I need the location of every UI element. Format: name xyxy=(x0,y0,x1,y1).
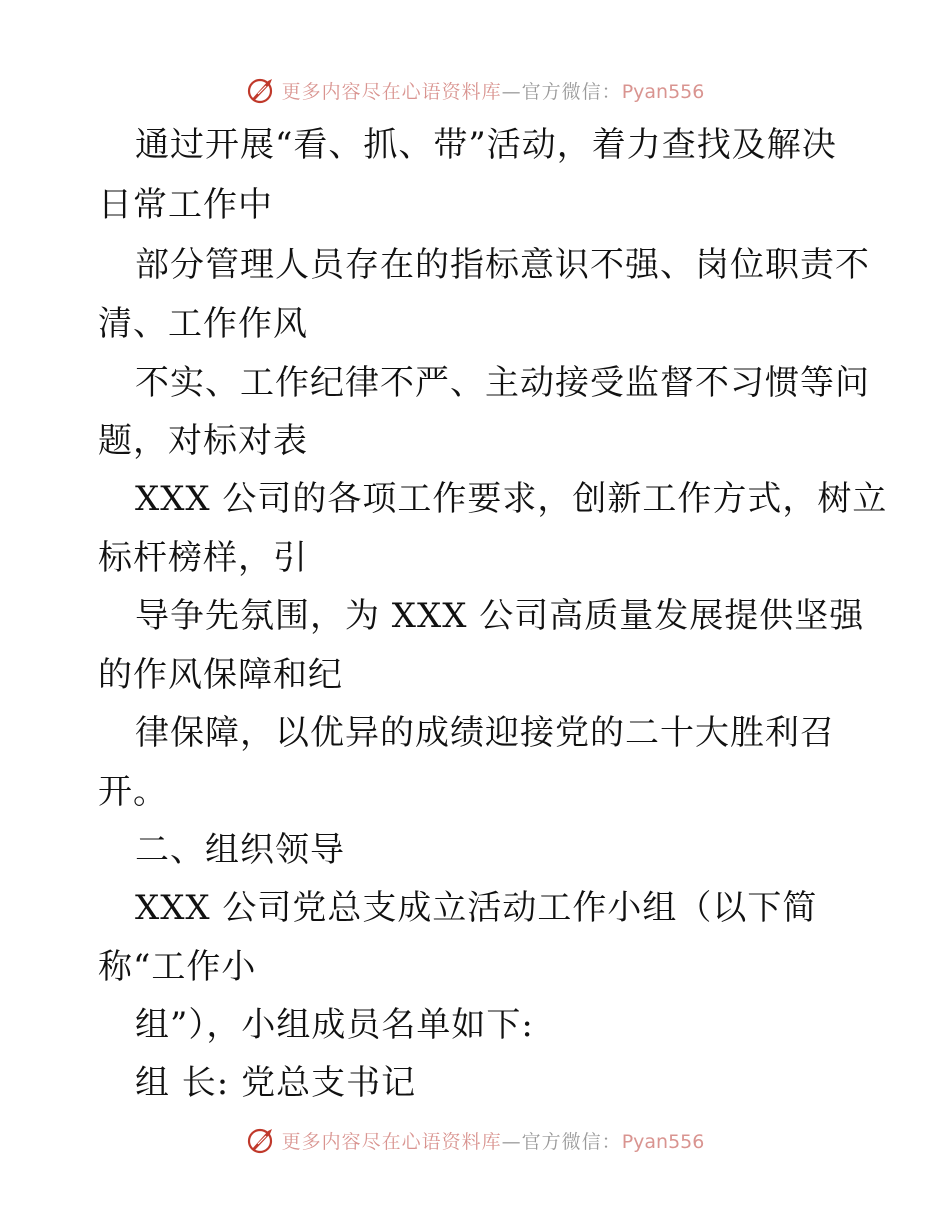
watermark-text xyxy=(282,1127,705,1154)
watermark-handle: Pyan556 xyxy=(621,80,705,103)
header-watermark xyxy=(0,73,950,107)
text-line: 导争先氛围，为 XXX 公司高质量发展提供坚强 xyxy=(135,596,865,636)
text-line: 通过开展“看、抓、带”活动，着力查找及解决 xyxy=(135,125,837,165)
text-line: 开。 xyxy=(98,772,168,812)
watermark-dash: — xyxy=(501,80,522,103)
text-line: 组 长: 党总支书记 xyxy=(135,1063,417,1103)
section-heading: 二、组织领导 xyxy=(135,830,345,870)
text-line: 清、工作作风 xyxy=(98,304,308,344)
text-line: 部分管理人员存在的指标意识不强、岗位职责不 xyxy=(135,245,870,285)
quill-pen-logo-icon xyxy=(246,1125,276,1155)
footer-watermark xyxy=(0,1123,950,1157)
text-line: 的作风保障和纪 xyxy=(98,655,343,695)
watermark-text xyxy=(282,77,705,104)
watermark-wechat-label: 官方微信： xyxy=(521,80,622,103)
watermark-handle: Pyan556 xyxy=(621,1130,705,1153)
text-line: 标杆榜样，引 xyxy=(98,538,308,578)
quill-pen-logo-icon xyxy=(246,75,276,105)
text-line: 不实、工作纪律不严、主动接受监督不习惯等问 xyxy=(135,363,870,403)
text-line: 律保障，以优异的成绩迎接党的二十大胜利召 xyxy=(135,713,835,753)
text-line: XXX 公司的各项工作要求，创新工作方式，树立 xyxy=(135,479,888,519)
text-line: 日常工作中 xyxy=(98,185,273,225)
watermark-dash: — xyxy=(501,1130,522,1153)
text-line: 题，对标对表 xyxy=(98,421,308,461)
watermark-main-text: 更多内容尽在心语资料库 xyxy=(281,80,502,103)
text-line: 称“工作小 xyxy=(98,947,257,987)
watermark-main-text: 更多内容尽在心语资料库 xyxy=(281,1130,502,1153)
text-line: XXX 公司党总支成立活动工作小组（以下简 xyxy=(135,888,818,928)
watermark-wechat-label: 官方微信： xyxy=(521,1130,622,1153)
text-line: 组”），小组成员名单如下: xyxy=(135,1005,534,1045)
